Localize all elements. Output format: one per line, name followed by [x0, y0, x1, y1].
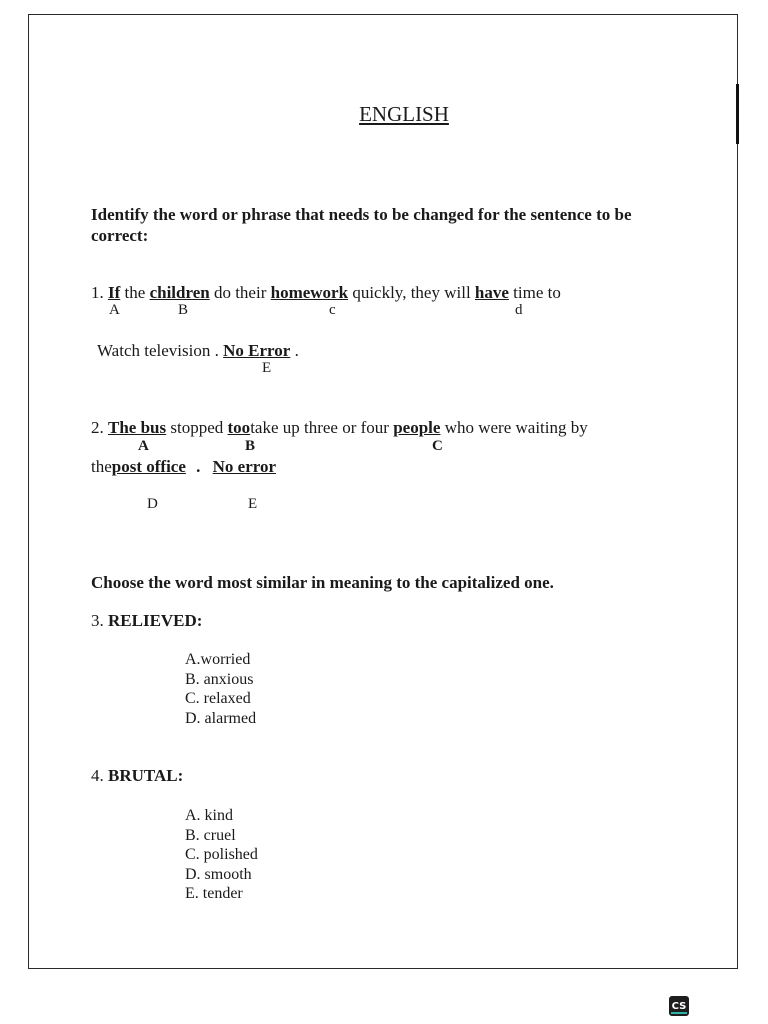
q4-options: [185, 806, 258, 904]
q2-option-e-word: No error: [212, 457, 277, 476]
q1-text-line2: Watch television .: [97, 341, 219, 360]
q3-option-d: D. alarmed: [185, 709, 257, 727]
q4-option-a: A. kind: [185, 807, 233, 824]
q3-options: [185, 650, 256, 728]
q1-option-c-word: homework: [270, 283, 349, 302]
q2-text-1: stopped: [170, 418, 224, 437]
q2-sentence-line2: [91, 457, 276, 477]
q1-text-3: quickly, they will: [352, 283, 471, 302]
q2-letter-a: A: [138, 438, 149, 454]
q1-letter-e: E: [262, 360, 272, 376]
q3-number: 3.: [91, 611, 104, 630]
q2-option-d-word: post office: [111, 457, 186, 476]
q2-letter-e: E: [248, 496, 258, 512]
q1-option-e-word: No Error: [223, 341, 291, 360]
q2-option-c-word: people: [393, 418, 441, 437]
q1-option-b-word: children: [149, 283, 210, 302]
q1-number: 1.: [91, 283, 104, 302]
q3-option-b: B. anxious: [185, 670, 254, 688]
q2-letter-d: D: [147, 496, 158, 512]
q1-text-4: time to: [513, 283, 561, 302]
q4-number: 4.: [91, 766, 104, 785]
q1-option-a-word: If: [108, 283, 121, 302]
q1-letter-d: d: [515, 302, 523, 318]
q2-letter-c: C: [432, 438, 443, 454]
q2-text-2: take up three or four: [250, 418, 389, 437]
q3-heading: [91, 611, 202, 631]
q1-text-2: do their: [213, 283, 267, 302]
q4-heading: [91, 766, 183, 786]
q2-option-a-word: The bus: [108, 418, 167, 437]
q1-sentence-line1: [91, 283, 561, 303]
q2-number: 2.: [91, 418, 104, 437]
q2-text-4: the: [91, 457, 112, 476]
q4-option-b: B. cruel: [185, 826, 236, 844]
q4-option-e: E. tender: [185, 885, 243, 902]
section1-instruction: Identify the word or phrase that needs to be changed for the sentence to be correct:: [91, 205, 632, 245]
q2-text-5: .: [196, 457, 201, 476]
page-border: [28, 14, 738, 969]
q2-text-3: who were waiting by: [444, 418, 588, 437]
q1-letter-c: c: [329, 302, 336, 318]
q2-sentence-line1: [91, 418, 588, 438]
q3-option-a: A.worried: [185, 651, 251, 668]
q2-letter-b: B: [245, 438, 256, 454]
q1-sentence-line2: [97, 341, 299, 361]
q1-letter-b: B: [178, 302, 189, 318]
q2-option-b-word: too: [227, 418, 251, 437]
q3-option-c: C. relaxed: [185, 690, 251, 707]
q1-text-1: the: [124, 283, 146, 302]
page-title: ENGLISH: [359, 102, 449, 126]
q4-option-c: C. polished: [185, 846, 258, 863]
q1-option-d-word: have: [474, 283, 509, 302]
q4-word: BRUTAL:: [108, 766, 184, 785]
q1-text-5: .: [294, 341, 299, 360]
camscanner-logo-icon: CS: [669, 996, 689, 1016]
q1-letter-a: A: [109, 302, 120, 318]
section2-instruction: Choose the word most similar in meaning to the capitalized one.: [91, 573, 554, 592]
q3-word: RELIEVED:: [108, 611, 203, 630]
q4-option-d: D. smooth: [185, 865, 252, 883]
